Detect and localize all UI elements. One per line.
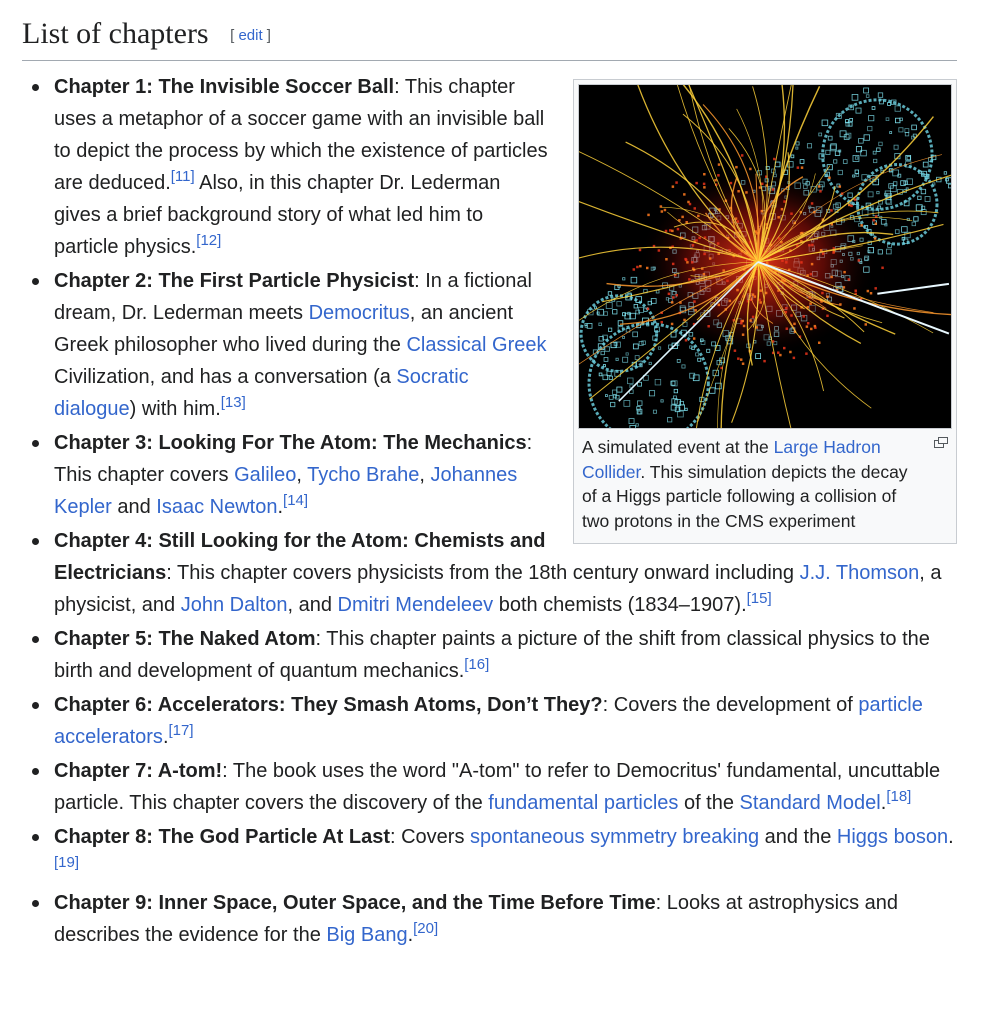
body-text: : Looks at astrophysics and describes the evidence for the <box>54 892 899 946</box>
body-text: . <box>407 924 414 946</box>
chapter-title: Chapter 8: The God Particle At Last <box>54 826 390 848</box>
body-text: : Covers <box>390 826 471 848</box>
chapter-list-item <box>54 265 957 425</box>
body-text: : Covers the development of <box>602 694 859 716</box>
body-text: ) with him. <box>129 398 221 420</box>
wiki-link[interactable]: John Dalton <box>180 594 288 616</box>
wiki-link[interactable]: Isaac Newton <box>156 496 278 518</box>
edit-section-link[interactable]: edit <box>238 27 263 44</box>
citation-ref[interactable]: [11] <box>170 168 195 185</box>
citation-ref[interactable]: [15] <box>746 590 772 607</box>
wiki-link[interactable]: Tycho Brahe <box>307 464 420 486</box>
body-text: , <box>419 464 431 486</box>
wiki-link[interactable]: Large Hadron Collider <box>582 437 881 482</box>
chapter-list-item <box>54 821 957 885</box>
body-text: , a physicist, and <box>54 562 942 616</box>
edit-bracket-open: [ <box>230 27 239 44</box>
wiki-link[interactable]: Galileo <box>234 464 297 486</box>
citation-ref[interactable]: [17] <box>168 722 194 739</box>
citation-ref[interactable]: [13] <box>220 394 246 411</box>
chapter-list-item <box>54 689 957 753</box>
body-text: and <box>111 496 157 518</box>
wiki-link[interactable]: Democritus <box>308 302 410 324</box>
body-text: . <box>880 792 887 814</box>
body-text: , <box>296 464 308 486</box>
wiki-link[interactable]: Classical Greek <box>406 334 547 356</box>
chapter-title: Chapter 5: The Naked Atom <box>54 628 316 650</box>
chapter-title: Chapter 4: Still Looking for the Atom: Chemists and Electricians <box>54 530 546 584</box>
chapter-list-item <box>54 525 957 621</box>
chapter-title: Chapter 9: Inner Space, Outer Space, and the Time Before Time <box>54 892 656 914</box>
citation-ref[interactable]: [12] <box>196 232 222 249</box>
body-text: : This chapter covers physicists from the 18th century onward including <box>166 562 800 584</box>
wiki-link[interactable]: particle accelerators <box>54 694 923 748</box>
section-edit <box>230 27 271 44</box>
wiki-link[interactable]: spontaneous symmetry breaking <box>470 826 760 848</box>
citation-ref[interactable]: [16] <box>464 656 490 673</box>
chapter-list-item <box>54 755 957 819</box>
citation-ref[interactable]: [19] <box>54 854 80 871</box>
body-text: . <box>948 826 954 848</box>
chapter-title: Chapter 7: A-tom! <box>54 760 223 782</box>
body-text: of the <box>678 792 740 814</box>
body-text: : This chapter uses a metaphor of a soccer game with an invisible ball to depict the process by which the existence of particles are deduced. <box>54 76 548 194</box>
chapter-list-item <box>54 71 957 263</box>
body-text: both chemists (1834–1907). <box>493 594 747 616</box>
body-text: : In a fictional dream, Dr. Lederman meets <box>54 270 532 324</box>
wiki-link[interactable]: Socratic dialogue <box>54 366 469 420</box>
body-text: and the <box>759 826 837 848</box>
body-text: : This chapter paints a picture of the shift from classical physics to the birth and development of quantum mechanics. <box>54 628 930 682</box>
body-text: , and <box>287 594 338 616</box>
body-text: . <box>162 726 169 748</box>
wiki-link[interactable]: Higgs boson <box>836 826 949 848</box>
wiki-link[interactable]: Standard Model <box>739 792 881 814</box>
chapter-list-item <box>54 427 957 523</box>
body-text: : This chapter covers <box>54 432 533 486</box>
body-text: A simulated event at the <box>582 437 774 457</box>
chapter-list <box>22 71 957 951</box>
chapter-list-item <box>54 623 957 687</box>
body-text: Also, in this chapter Dr. Lederman gives a brief background story of what led him to particle physics. <box>54 172 501 258</box>
chapter-title: Chapter 6: Accelerators: They Smash Atoms, Don’t They? <box>54 694 603 716</box>
chapter-title: Chapter 2: The First Particle Physicist <box>54 270 415 292</box>
wiki-link[interactable]: Big Bang <box>326 924 408 946</box>
section-heading <box>22 0 957 61</box>
citation-ref[interactable]: [20] <box>413 920 439 937</box>
body-text: . <box>277 496 284 518</box>
body-text: : The book uses the word "A-tom" to refer to Democritus' fundamental, uncuttable particle. This chapter covers the discovery of the <box>54 760 941 814</box>
chapter-list-item <box>54 887 957 951</box>
section-title: List of chapters <box>22 17 209 50</box>
wiki-link[interactable]: J.J. Thomson <box>799 562 920 584</box>
wiki-link[interactable]: Johannes Kepler <box>54 464 518 518</box>
wiki-link[interactable]: Dmitri Mendeleev <box>337 594 494 616</box>
body-text: Civilization, and has a conversation (a <box>54 366 397 388</box>
wiki-link[interactable]: fundamental particles <box>488 792 679 814</box>
body-text: . This simulation depicts the decay of a Higgs particle following a collision of two protons in the CMS experiment <box>582 461 908 531</box>
section-content <box>22 71 957 951</box>
chapter-title: Chapter 1: The Invisible Soccer Ball <box>54 76 395 98</box>
citation-ref[interactable]: [14] <box>283 492 309 509</box>
citation-ref[interactable]: [18] <box>886 788 912 805</box>
body-text: , an ancient Greek philosopher who lived during the <box>54 302 514 356</box>
chapter-title: Chapter 3: Looking For The Atom: The Mechanics <box>54 432 527 454</box>
edit-bracket-close: ] <box>262 27 271 44</box>
